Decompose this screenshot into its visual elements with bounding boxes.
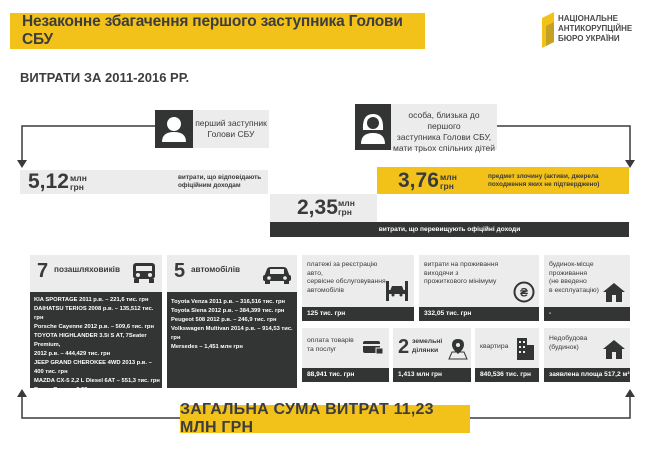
car-item: Toyota Siena 2012 р.в. – 384,399 тис. грн: [171, 308, 285, 314]
living-line1: витрати на проживання: [424, 261, 499, 268]
suv-list: [30, 292, 162, 393]
flat-label: квартира: [480, 343, 509, 350]
apartment-building-icon: [515, 336, 535, 362]
crime-subject-line2: походження яких не підтверджено): [488, 181, 600, 188]
land-count: 2: [398, 336, 410, 358]
cars-list: [167, 292, 297, 388]
car-item: Volkswagen Multivan 2014 р.в. – 914,53 тис. грн: [171, 326, 293, 341]
goods-line1: оплата товарів: [307, 337, 354, 344]
house-label: [549, 261, 609, 295]
living-line3: прожиткового мінімуму: [424, 278, 497, 286]
unit-mln: млн: [440, 172, 457, 182]
land-line1: земельні: [412, 338, 443, 345]
living-label: [424, 261, 516, 287]
arrow-down-icon: [17, 160, 27, 168]
unit-grn: грн: [338, 207, 352, 217]
house-icon: [602, 338, 626, 360]
living-box: [419, 255, 539, 307]
suv-item: KIA SPORTAGE 2011 р.в. – 221,6 тис. грн: [34, 297, 149, 303]
income-match-label: [178, 174, 270, 190]
car-item: Toyota Venza 2011 р.в. – 316,516 тис. грн: [171, 299, 286, 305]
suv-header: [30, 255, 162, 292]
unit-grn: грн: [70, 182, 84, 192]
goods-line2: та послуг: [307, 345, 337, 353]
suv-item: Porsche Cayenne 2012 р.в. – 509,6 тис. грн: [34, 324, 154, 330]
goods-label: [307, 337, 354, 354]
unfinished-line2: (будинок): [549, 343, 579, 351]
suv-item: MAZDA CX-5 2,2 L Diesel 6AT – 551,3 тис. грн: [34, 378, 160, 384]
arrow-up-icon: [17, 389, 27, 397]
exceed-unit: [338, 199, 355, 217]
goods-box: [302, 328, 389, 368]
cars-header: [167, 255, 297, 292]
unit-grn: грн: [440, 181, 454, 191]
unfinished-value: заявлена площа 517,2 м²: [544, 368, 630, 382]
page-title: Незаконне збагачення першого заступника Голови СБУ: [22, 13, 403, 48]
land-value: 1,413 млн грн: [393, 368, 471, 382]
suv-item: TOYOTA HIGHLANDER 3.5i S AT, 7Seater Premium,: [34, 333, 147, 348]
suv-item: DAIHATSU TERIOS 2008 р.в. – 135,512 тис. грн: [34, 306, 154, 321]
person-male-icon: [155, 110, 193, 148]
living-line2: виходячи з: [424, 269, 459, 277]
close-person-label: [391, 104, 497, 153]
house-icon: [602, 281, 626, 303]
crime-subject-line1: предмет злочину (активи, джерела: [488, 173, 599, 180]
house-line2: проживання: [549, 269, 588, 277]
coin-icon: [513, 281, 535, 303]
total-bar: [180, 401, 470, 436]
unfinished-label: [549, 335, 587, 352]
person-female-icon: [355, 104, 391, 150]
crime-subject-label: [488, 173, 628, 189]
logo-line3: БЮРО УКРАЇНИ: [558, 34, 620, 43]
deputy-label: [193, 110, 269, 148]
land-box: [393, 328, 471, 368]
suv-item: JEEP GRAND CHEROKEE 4WD 2013 р.в. – 400 тис. грн: [34, 360, 152, 375]
exceed-label-bar: [270, 222, 629, 237]
registration-line1: платежі за реєстрацію авто,: [307, 261, 378, 277]
unfinished-line1: Недобудова: [549, 335, 588, 342]
suv-item: 2012 р.в. – 444,429 тис. грн: [34, 351, 111, 357]
cars-label: автомобілів: [191, 265, 241, 274]
registration-box: [302, 255, 414, 307]
person-male-icon-box: [155, 110, 193, 148]
income-match-line1: витрати, що відповідають: [178, 174, 262, 181]
income-match-unit: [70, 174, 87, 192]
exceed-value: 2,35: [297, 196, 338, 219]
flat-value: 840,536 тис. грн: [475, 368, 539, 382]
logo-line1: НАЦІОНАЛЬНЕ: [558, 14, 618, 23]
car-icon: [261, 263, 293, 285]
house-line3: (не введено: [549, 278, 587, 286]
registration-line2: сервісне обслуговування: [307, 278, 386, 286]
living-value: 332,05 тис. грн: [419, 307, 539, 321]
unfinished-box: [544, 328, 630, 368]
deputy-line1: перший заступник: [195, 118, 267, 128]
arrow-up-icon: [625, 389, 635, 397]
crime-subject-unit: [440, 173, 457, 191]
suv-label: позашляховиків: [54, 265, 120, 274]
house-value: -: [544, 307, 630, 321]
flat-box: [475, 328, 539, 368]
goods-value: 88,941 тис. грн: [302, 368, 389, 382]
suv-icon: [130, 261, 158, 285]
suv-count: 7: [37, 260, 49, 282]
deputy-line2: Голови СБУ: [207, 129, 255, 139]
close-line3: мати трьох спільних дітей: [393, 143, 495, 153]
house-box: [544, 255, 630, 307]
income-match-value: 5,12: [28, 170, 69, 193]
person-female-icon-box: [355, 104, 391, 150]
exceed-label: витрати, що перевищують офіційні доходи: [378, 226, 521, 233]
close-line1: особа, близька до першого: [408, 110, 480, 131]
unit-mln: млн: [338, 198, 355, 208]
map-pin-icon: [447, 338, 469, 360]
logo-line2: АНТИКОРУПЦІЙНЕ: [558, 24, 633, 33]
house-line4: в експлуатацію): [549, 286, 599, 294]
registration-line3: автомобілів: [307, 286, 345, 294]
car-item: Mersedes – 1,451 млн грн: [171, 344, 243, 350]
svg-text:₴: ₴: [519, 285, 529, 300]
payment-card-icon: [362, 338, 384, 356]
close-line2: заступника Голови СБУ,: [396, 132, 492, 142]
cars-count: 5: [174, 260, 186, 282]
total-text: ЗАГАЛЬНА СУМА ВИТРАТ 11,23 МЛН ГРН: [180, 401, 434, 436]
subtitle: ВИТРАТИ ЗА 2011-2016 РР.: [20, 70, 190, 85]
registration-value: 125 тис. грн: [302, 307, 414, 321]
registration-label: [307, 261, 391, 295]
land-label: [412, 338, 442, 355]
income-match-line2: офіційним доходам: [178, 182, 241, 189]
car-lift-icon: [384, 279, 410, 303]
suv-item: Range Rover – 2,23 млн грн: [34, 387, 112, 393]
house-line1: будинок-місце: [549, 261, 594, 268]
land-line2: ділянки: [412, 346, 439, 354]
unit-mln: млн: [70, 173, 87, 183]
car-item: Peugeot 508 2012 р.в. – 246,9 тис. грн: [171, 317, 277, 323]
crime-subject-value: 3,76: [398, 169, 439, 192]
